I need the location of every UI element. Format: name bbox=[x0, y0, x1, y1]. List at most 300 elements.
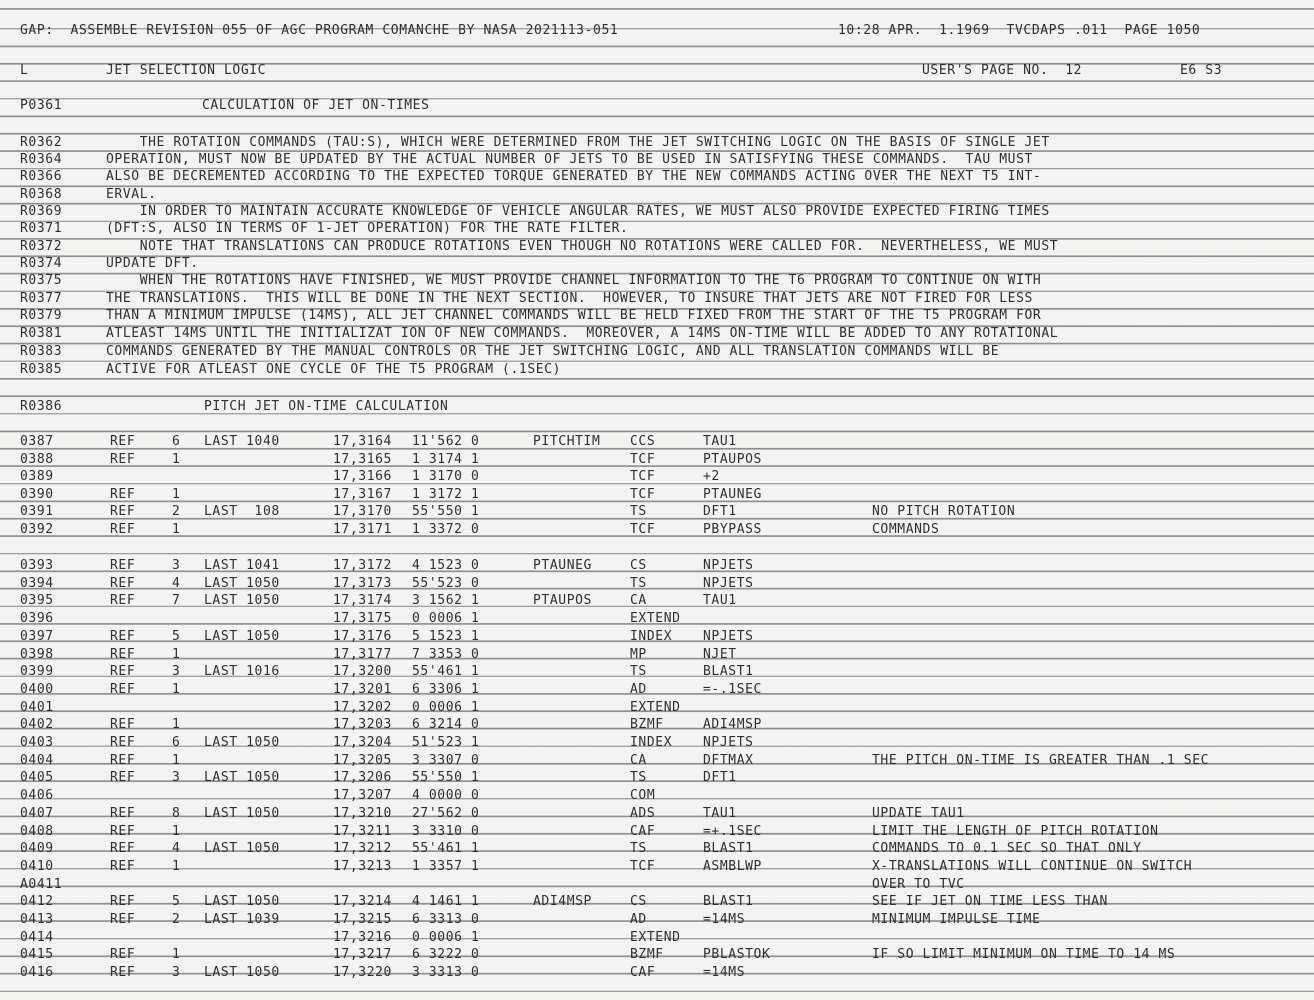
address: 17,3202 bbox=[333, 699, 392, 715]
octal-word: 11'562 0 bbox=[412, 434, 480, 449]
octal-word: 1 3357 1 bbox=[412, 858, 480, 874]
address: 17,3216 bbox=[333, 929, 392, 945]
opcode: TS bbox=[630, 504, 647, 520]
remark-line bbox=[0, 186, 1314, 204]
line-number: 0396 bbox=[20, 611, 54, 627]
ref-marker: REF bbox=[110, 575, 136, 591]
ref-marker: REF bbox=[110, 770, 136, 786]
operand: PBYPASS bbox=[703, 522, 762, 537]
opcode: TS bbox=[630, 770, 647, 786]
ref-count: 4 bbox=[172, 575, 181, 591]
operand: NPJETS bbox=[703, 735, 754, 750]
listing-row bbox=[0, 769, 1314, 787]
remark-code: R0379 bbox=[20, 308, 63, 323]
listing-row bbox=[0, 858, 1314, 876]
octal-word: 1 3174 1 bbox=[412, 451, 480, 467]
comment: NO PITCH ROTATION bbox=[872, 504, 1016, 520]
operand: PTAUPOS bbox=[703, 451, 762, 467]
subheader-title: JET SELECTION LOGIC bbox=[106, 63, 267, 78]
address: 17,3200 bbox=[333, 664, 392, 680]
address: 17,3173 bbox=[333, 575, 392, 591]
listing-row bbox=[0, 734, 1314, 752]
comment: IF SO LIMIT MINIMUM ON TIME TO 14 MS bbox=[872, 947, 1176, 963]
remark-line bbox=[0, 343, 1314, 361]
ref-count: 1 bbox=[172, 681, 181, 697]
line-number: 0413 bbox=[20, 912, 54, 927]
address: 17,3171 bbox=[333, 522, 392, 537]
comment: COMMANDS TO 0.1 SEC SO THAT ONLY bbox=[872, 841, 1142, 857]
ref-marker: REF bbox=[110, 681, 136, 697]
listing-row bbox=[0, 946, 1314, 964]
listing-row bbox=[0, 752, 1314, 770]
operand: PTAUNEG bbox=[703, 486, 762, 502]
remark-text: ATLEAST 14MS UNTIL THE INITIALIZAT ION OF NEW COMMANDS. MOREOVER, A 14MS ON-TIME WILL BE ADDED TO ANY ROTATIONAL bbox=[106, 326, 1059, 341]
opcode: CAF bbox=[630, 965, 656, 981]
operand: +2 bbox=[703, 469, 720, 485]
listing-row bbox=[0, 787, 1314, 805]
remark-text: ALSO BE DECREMENTED ACCORDING TO THE EXPECTED TORQUE GENERATED BY THE NEW COMMANDS ACTING OVER THE NEXT T5 INT- bbox=[106, 169, 1042, 184]
ref-count: 6 bbox=[172, 434, 181, 449]
operand: BLAST1 bbox=[703, 841, 754, 857]
address: 17,3210 bbox=[333, 805, 392, 821]
remark-line bbox=[0, 151, 1314, 169]
address: 17,3214 bbox=[333, 894, 392, 910]
listing-row bbox=[0, 840, 1314, 858]
line-number: 0408 bbox=[20, 823, 54, 839]
operand: BLAST1 bbox=[703, 894, 754, 910]
address: 17,3166 bbox=[333, 469, 392, 485]
remark-code: R0385 bbox=[20, 362, 63, 377]
remark-text: UPDATE DFT. bbox=[106, 256, 199, 271]
section-text: CALCULATION OF JET ON-TIMES bbox=[202, 98, 430, 113]
remark-line bbox=[0, 238, 1314, 256]
ref-count: 1 bbox=[172, 752, 181, 768]
operand: NJET bbox=[703, 646, 737, 662]
remark-line bbox=[0, 203, 1314, 221]
remark-code: R0366 bbox=[20, 169, 63, 184]
last-ref: LAST 1050 bbox=[204, 894, 280, 910]
line-number: 0401 bbox=[20, 699, 54, 715]
ref-count: 1 bbox=[172, 486, 181, 502]
operand: DFTMAX bbox=[703, 752, 754, 768]
line-number: 0409 bbox=[20, 841, 54, 857]
ref-marker: REF bbox=[110, 858, 136, 874]
listing-row bbox=[0, 646, 1314, 664]
line-number: 0391 bbox=[20, 504, 54, 520]
page-header bbox=[0, 22, 1314, 40]
subsection-text: PITCH JET ON-TIME CALCULATION bbox=[204, 399, 449, 414]
line-number: 0402 bbox=[20, 717, 54, 733]
opcode: TCF bbox=[630, 469, 656, 485]
last-ref: LAST 1040 bbox=[204, 434, 280, 449]
ref-count: 3 bbox=[172, 770, 181, 786]
line-number: A0411 bbox=[20, 876, 63, 892]
operand: ASMBLWP bbox=[703, 858, 762, 874]
ref-marker: REF bbox=[110, 894, 136, 910]
ref-count: 1 bbox=[172, 947, 181, 963]
remark-code: R0377 bbox=[20, 291, 63, 306]
ref-marker: REF bbox=[110, 646, 136, 662]
ref-count: 5 bbox=[172, 894, 181, 910]
opcode: AD bbox=[630, 912, 647, 927]
opcode: BZMF bbox=[630, 717, 664, 733]
label: PTAUPOS bbox=[533, 593, 592, 609]
remark-text: ERVAL. bbox=[106, 187, 157, 202]
listing-row bbox=[0, 468, 1314, 486]
ref-marker: REF bbox=[110, 558, 136, 573]
last-ref: LAST 1050 bbox=[204, 841, 280, 857]
page-code: E6 S3 bbox=[1180, 63, 1223, 78]
remark-code: R0383 bbox=[20, 344, 63, 359]
address: 17,3203 bbox=[333, 717, 392, 733]
remark-code: R0369 bbox=[20, 204, 63, 219]
remark-text: THE ROTATION COMMANDS (TAU:S), WHICH WERE DETERMINED FROM THE JET SWITCHING LOGIC ON THE BASIS OF SINGLE JET bbox=[106, 135, 1050, 150]
opcode: CS bbox=[630, 894, 647, 910]
last-ref: LAST 1050 bbox=[204, 805, 280, 821]
octal-word: 6 3313 0 bbox=[412, 912, 480, 927]
remark-line bbox=[0, 307, 1314, 325]
line-number: 0410 bbox=[20, 858, 54, 874]
operand: DFT1 bbox=[703, 504, 737, 520]
octal-word: 6 3222 0 bbox=[412, 947, 480, 963]
octal-word: 7 3353 0 bbox=[412, 646, 480, 662]
octal-word: 3 3313 0 bbox=[412, 965, 480, 981]
line-number: 0404 bbox=[20, 752, 54, 768]
user-page-label: USER'S PAGE NO. 12 bbox=[922, 63, 1083, 78]
remark-text: OPERATION, MUST NOW BE UPDATED BY THE ACTUAL NUMBER OF JETS TO BE USED IN SATISFYING THESE COMMANDS. TAU MUST bbox=[106, 152, 1033, 167]
opcode: TS bbox=[630, 841, 647, 857]
ref-count: 1 bbox=[172, 451, 181, 467]
operand: TAU1 bbox=[703, 434, 737, 449]
listing-row bbox=[0, 929, 1314, 947]
ref-marker: REF bbox=[110, 912, 136, 927]
ref-count: 3 bbox=[172, 965, 181, 981]
remark-line bbox=[0, 290, 1314, 308]
remark-text: (DFT:S, ALSO IN TERMS OF 1-JET OPERATION) FOR THE RATE FILTER. bbox=[106, 221, 629, 236]
address: 17,3170 bbox=[333, 504, 392, 520]
listing-row bbox=[0, 911, 1314, 929]
label: ADI4MSP bbox=[533, 894, 592, 910]
subsection-code: R0386 bbox=[20, 399, 63, 414]
line-number: 0392 bbox=[20, 522, 54, 537]
remark-code: R0364 bbox=[20, 152, 63, 167]
operand: PBLASTOK bbox=[703, 947, 771, 963]
ref-count: 2 bbox=[172, 504, 181, 520]
ref-count: 5 bbox=[172, 628, 181, 644]
ref-marker: REF bbox=[110, 752, 136, 768]
line-number: 0412 bbox=[20, 894, 54, 910]
last-ref: LAST 1039 bbox=[204, 912, 280, 927]
opcode: TS bbox=[630, 664, 647, 680]
ref-count: 1 bbox=[172, 858, 181, 874]
line-number: 0397 bbox=[20, 628, 54, 644]
comment: X-TRANSLATIONS WILL CONTINUE ON SWITCH bbox=[872, 858, 1193, 874]
listing-row bbox=[0, 805, 1314, 823]
listing-row bbox=[0, 964, 1314, 982]
opcode: CS bbox=[630, 558, 647, 573]
opcode: CA bbox=[630, 752, 647, 768]
listing-row bbox=[0, 503, 1314, 521]
opcode: TS bbox=[630, 575, 647, 591]
address: 17,3207 bbox=[333, 788, 392, 804]
remark-code: R0375 bbox=[20, 273, 63, 288]
address: 17,3174 bbox=[333, 593, 392, 609]
listing-row bbox=[0, 610, 1314, 628]
ref-marker: REF bbox=[110, 805, 136, 821]
line-number: 0393 bbox=[20, 558, 54, 573]
remark-text: WHEN THE ROTATIONS HAVE FINISHED, WE MUST PROVIDE CHANNEL INFORMATION TO THE T6 PROGRAM TO CONTINUE ON WITH bbox=[106, 273, 1042, 288]
line-number: 0400 bbox=[20, 681, 54, 697]
listing-row bbox=[0, 451, 1314, 469]
opcode: INDEX bbox=[630, 628, 673, 644]
last-ref: LAST 1050 bbox=[204, 628, 280, 644]
remark-line bbox=[0, 361, 1314, 379]
remark-line bbox=[0, 168, 1314, 186]
line-number: 0388 bbox=[20, 451, 54, 467]
comment: LIMIT THE LENGTH OF PITCH ROTATION bbox=[872, 823, 1159, 839]
label: PITCHTIM bbox=[533, 434, 601, 449]
address: 17,3220 bbox=[333, 965, 392, 981]
opcode: COM bbox=[630, 788, 656, 804]
remark-text: IN ORDER TO MAINTAIN ACCURATE KNOWLEDGE OF VEHICLE ANGULAR RATES, WE MUST ALSO PROVIDE EXPECTED FIRING TIMES bbox=[106, 204, 1050, 219]
ref-marker: REF bbox=[110, 947, 136, 963]
line-number: 0398 bbox=[20, 646, 54, 662]
address: 17,3167 bbox=[333, 486, 392, 502]
ref-count: 3 bbox=[172, 664, 181, 680]
line-number: 0389 bbox=[20, 469, 54, 485]
address: 17,3201 bbox=[333, 681, 392, 697]
page-subheader bbox=[0, 62, 1314, 80]
operand: =14MS bbox=[703, 965, 746, 981]
octal-word: 1 3172 1 bbox=[412, 486, 480, 502]
operand: BLAST1 bbox=[703, 664, 754, 680]
section-title bbox=[0, 97, 1314, 115]
ref-marker: REF bbox=[110, 628, 136, 644]
ref-marker: REF bbox=[110, 451, 136, 467]
octal-word: 1 3372 0 bbox=[412, 522, 480, 537]
line-number: 0395 bbox=[20, 593, 54, 609]
ref-marker: REF bbox=[110, 965, 136, 981]
octal-word: 4 1461 1 bbox=[412, 894, 480, 910]
line-number: 0415 bbox=[20, 947, 54, 963]
last-ref: LAST 1050 bbox=[204, 965, 280, 981]
subsection-title bbox=[0, 398, 1314, 416]
octal-word: 6 3306 1 bbox=[412, 681, 480, 697]
ref-count: 7 bbox=[172, 593, 181, 609]
octal-word: 55'461 1 bbox=[412, 841, 480, 857]
remark-code: R0362 bbox=[20, 135, 63, 150]
ref-count: 1 bbox=[172, 522, 181, 537]
remark-code: R0372 bbox=[20, 239, 63, 254]
listing-row bbox=[0, 699, 1314, 717]
ref-marker: REF bbox=[110, 434, 136, 449]
ref-marker: REF bbox=[110, 522, 136, 537]
remark-line bbox=[0, 325, 1314, 343]
octal-word: 0 0006 1 bbox=[412, 611, 480, 627]
opcode: MP bbox=[630, 646, 647, 662]
opcode: TCF bbox=[630, 858, 656, 874]
remark-code: R0381 bbox=[20, 326, 63, 341]
remark-text: THE TRANSLATIONS. THIS WILL BE DONE IN THE NEXT SECTION. HOWEVER, TO INSURE THAT JETS ARE NOT FIRED FOR LESS bbox=[106, 291, 1033, 306]
last-ref: LAST 108 bbox=[204, 504, 280, 520]
address: 17,3164 bbox=[333, 434, 392, 449]
address: 17,3213 bbox=[333, 858, 392, 874]
ref-marker: REF bbox=[110, 486, 136, 502]
listing-row bbox=[0, 681, 1314, 699]
opcode: ADS bbox=[630, 805, 656, 821]
address: 17,3172 bbox=[333, 558, 392, 573]
listing-row bbox=[0, 486, 1314, 504]
last-ref: LAST 1016 bbox=[204, 664, 280, 680]
listing-row bbox=[0, 716, 1314, 734]
line-number: 0406 bbox=[20, 788, 54, 804]
octal-word: 51'523 1 bbox=[412, 735, 480, 750]
listing-row bbox=[0, 893, 1314, 911]
line-number: 0416 bbox=[20, 965, 54, 981]
remark-code: R0374 bbox=[20, 256, 63, 271]
line-number: 0387 bbox=[20, 434, 54, 449]
listing-row bbox=[0, 575, 1314, 593]
operand: ADI4MSP bbox=[703, 717, 762, 733]
line-number: 0407 bbox=[20, 805, 54, 821]
header-right: 10:28 APR. 1.1969 TVCDAPS .011 PAGE 1050 bbox=[838, 23, 1201, 38]
section-code: P0361 bbox=[20, 98, 63, 113]
ref-marker: REF bbox=[110, 664, 136, 680]
listing-row bbox=[0, 628, 1314, 646]
opcode: EXTEND bbox=[630, 699, 681, 715]
ref-marker: REF bbox=[110, 735, 136, 750]
octal-word: 6 3214 0 bbox=[412, 717, 480, 733]
ref-count: 4 bbox=[172, 841, 181, 857]
remark-line bbox=[0, 134, 1314, 152]
remark-code: R0368 bbox=[20, 187, 63, 202]
operand: NPJETS bbox=[703, 558, 754, 573]
opcode: TCF bbox=[630, 522, 656, 537]
comment: THE PITCH ON-TIME IS GREATER THAN .1 SEC bbox=[872, 752, 1210, 768]
line-number: 0403 bbox=[20, 735, 54, 750]
address: 17,3211 bbox=[333, 823, 392, 839]
comment: UPDATE TAU1 bbox=[872, 805, 965, 821]
ref-count: 1 bbox=[172, 717, 181, 733]
operand: TAU1 bbox=[703, 805, 737, 821]
octal-word: 27'562 0 bbox=[412, 805, 480, 821]
remark-line bbox=[0, 272, 1314, 290]
opcode: BZMF bbox=[630, 947, 664, 963]
comment: SEE IF JET ON TIME LESS THAN bbox=[872, 894, 1108, 910]
remark-text: THAN A MINIMUM IMPULSE (14MS), ALL JET CHANNEL COMMANDS WILL BE HELD FIXED FROM THE START OF THE T5 PROGRAM FOR bbox=[106, 308, 1042, 323]
operand: TAU1 bbox=[703, 593, 737, 609]
address: 17,3176 bbox=[333, 628, 392, 644]
octal-word: 3 1562 1 bbox=[412, 593, 480, 609]
octal-word: 1 3170 0 bbox=[412, 469, 480, 485]
opcode: CCS bbox=[630, 434, 656, 449]
comment: COMMANDS bbox=[872, 522, 940, 537]
address: 17,3215 bbox=[333, 912, 392, 927]
line-number: 0405 bbox=[20, 770, 54, 786]
address: 17,3165 bbox=[333, 451, 392, 467]
octal-word: 4 0000 0 bbox=[412, 788, 480, 804]
last-ref: LAST 1050 bbox=[204, 770, 280, 786]
remark-line bbox=[0, 255, 1314, 273]
listing-row bbox=[0, 876, 1314, 894]
operand: =-.1SEC bbox=[703, 681, 762, 697]
opcode: INDEX bbox=[630, 735, 673, 750]
ref-count: 1 bbox=[172, 823, 181, 839]
listing-row bbox=[0, 433, 1314, 451]
opcode: TCF bbox=[630, 486, 656, 502]
operand: DFT1 bbox=[703, 770, 737, 786]
address: 17,3205 bbox=[333, 752, 392, 768]
last-ref: LAST 1050 bbox=[204, 593, 280, 609]
octal-word: 4 1523 0 bbox=[412, 558, 480, 573]
line-number: 0390 bbox=[20, 486, 54, 502]
remark-text: COMMANDS GENERATED BY THE MANUAL CONTROLS OR THE JET SWITCHING LOGIC, AND ALL TRANSLATION COMMANDS WILL BE bbox=[106, 344, 1000, 359]
octal-word: 3 3310 0 bbox=[412, 823, 480, 839]
opcode: EXTEND bbox=[630, 929, 681, 945]
comment: OVER TO TVC bbox=[872, 876, 965, 892]
operand: NPJETS bbox=[703, 628, 754, 644]
ref-marker: REF bbox=[110, 593, 136, 609]
address: 17,3217 bbox=[333, 947, 392, 963]
remark-line bbox=[0, 220, 1314, 238]
address: 17,3212 bbox=[333, 841, 392, 857]
last-ref: LAST 1050 bbox=[204, 575, 280, 591]
ref-count: 8 bbox=[172, 805, 181, 821]
opcode: AD bbox=[630, 681, 647, 697]
octal-word: 0 0006 1 bbox=[412, 699, 480, 715]
listing-row bbox=[0, 663, 1314, 681]
address: 17,3204 bbox=[333, 735, 392, 750]
octal-word: 55'550 1 bbox=[412, 770, 480, 786]
address: 17,3177 bbox=[333, 646, 392, 662]
opcode: CAF bbox=[630, 823, 656, 839]
listing-row bbox=[0, 521, 1314, 539]
listing-row bbox=[0, 557, 1314, 575]
last-ref: LAST 1041 bbox=[204, 558, 280, 573]
ref-marker: REF bbox=[110, 841, 136, 857]
octal-word: 3 3307 0 bbox=[412, 752, 480, 768]
ref-marker: REF bbox=[110, 823, 136, 839]
octal-word: 55'461 1 bbox=[412, 664, 480, 680]
line-number: 0414 bbox=[20, 929, 54, 945]
operand: NPJETS bbox=[703, 575, 754, 591]
comment: MINIMUM IMPULSE TIME bbox=[872, 912, 1041, 927]
octal-word: 5 1523 1 bbox=[412, 628, 480, 644]
ref-count: 3 bbox=[172, 558, 181, 573]
listing-row bbox=[0, 592, 1314, 610]
remark-text: NOTE THAT TRANSLATIONS CAN PRODUCE ROTATIONS EVEN THOUGH NO ROTATIONS WERE CALLED FOR. NEVERTHELESS, WE MUST bbox=[106, 239, 1059, 254]
address: 17,3175 bbox=[333, 611, 392, 627]
octal-word: 55'523 0 bbox=[412, 575, 480, 591]
ref-marker: REF bbox=[110, 504, 136, 520]
ref-count: 1 bbox=[172, 646, 181, 662]
last-ref: LAST 1050 bbox=[204, 735, 280, 750]
line-number: 0399 bbox=[20, 664, 54, 680]
opcode: EXTEND bbox=[630, 611, 681, 627]
address: 17,3206 bbox=[333, 770, 392, 786]
opcode: CA bbox=[630, 593, 647, 609]
opcode: TCF bbox=[630, 451, 656, 467]
operand: =+.1SEC bbox=[703, 823, 762, 839]
ref-count: 2 bbox=[172, 912, 181, 927]
header-left: GAP: ASSEMBLE REVISION 055 OF AGC PROGRAM COMANCHE BY NASA 2021113-051 bbox=[20, 23, 619, 38]
ref-count: 6 bbox=[172, 735, 181, 750]
operand: =14MS bbox=[703, 912, 746, 927]
remark-text: ACTIVE FOR ATLEAST ONE CYCLE OF THE T5 PROGRAM (.1SEC) bbox=[106, 362, 562, 377]
line-number: 0394 bbox=[20, 575, 54, 591]
remark-code: R0371 bbox=[20, 221, 63, 236]
label: PTAUNEG bbox=[533, 558, 592, 573]
